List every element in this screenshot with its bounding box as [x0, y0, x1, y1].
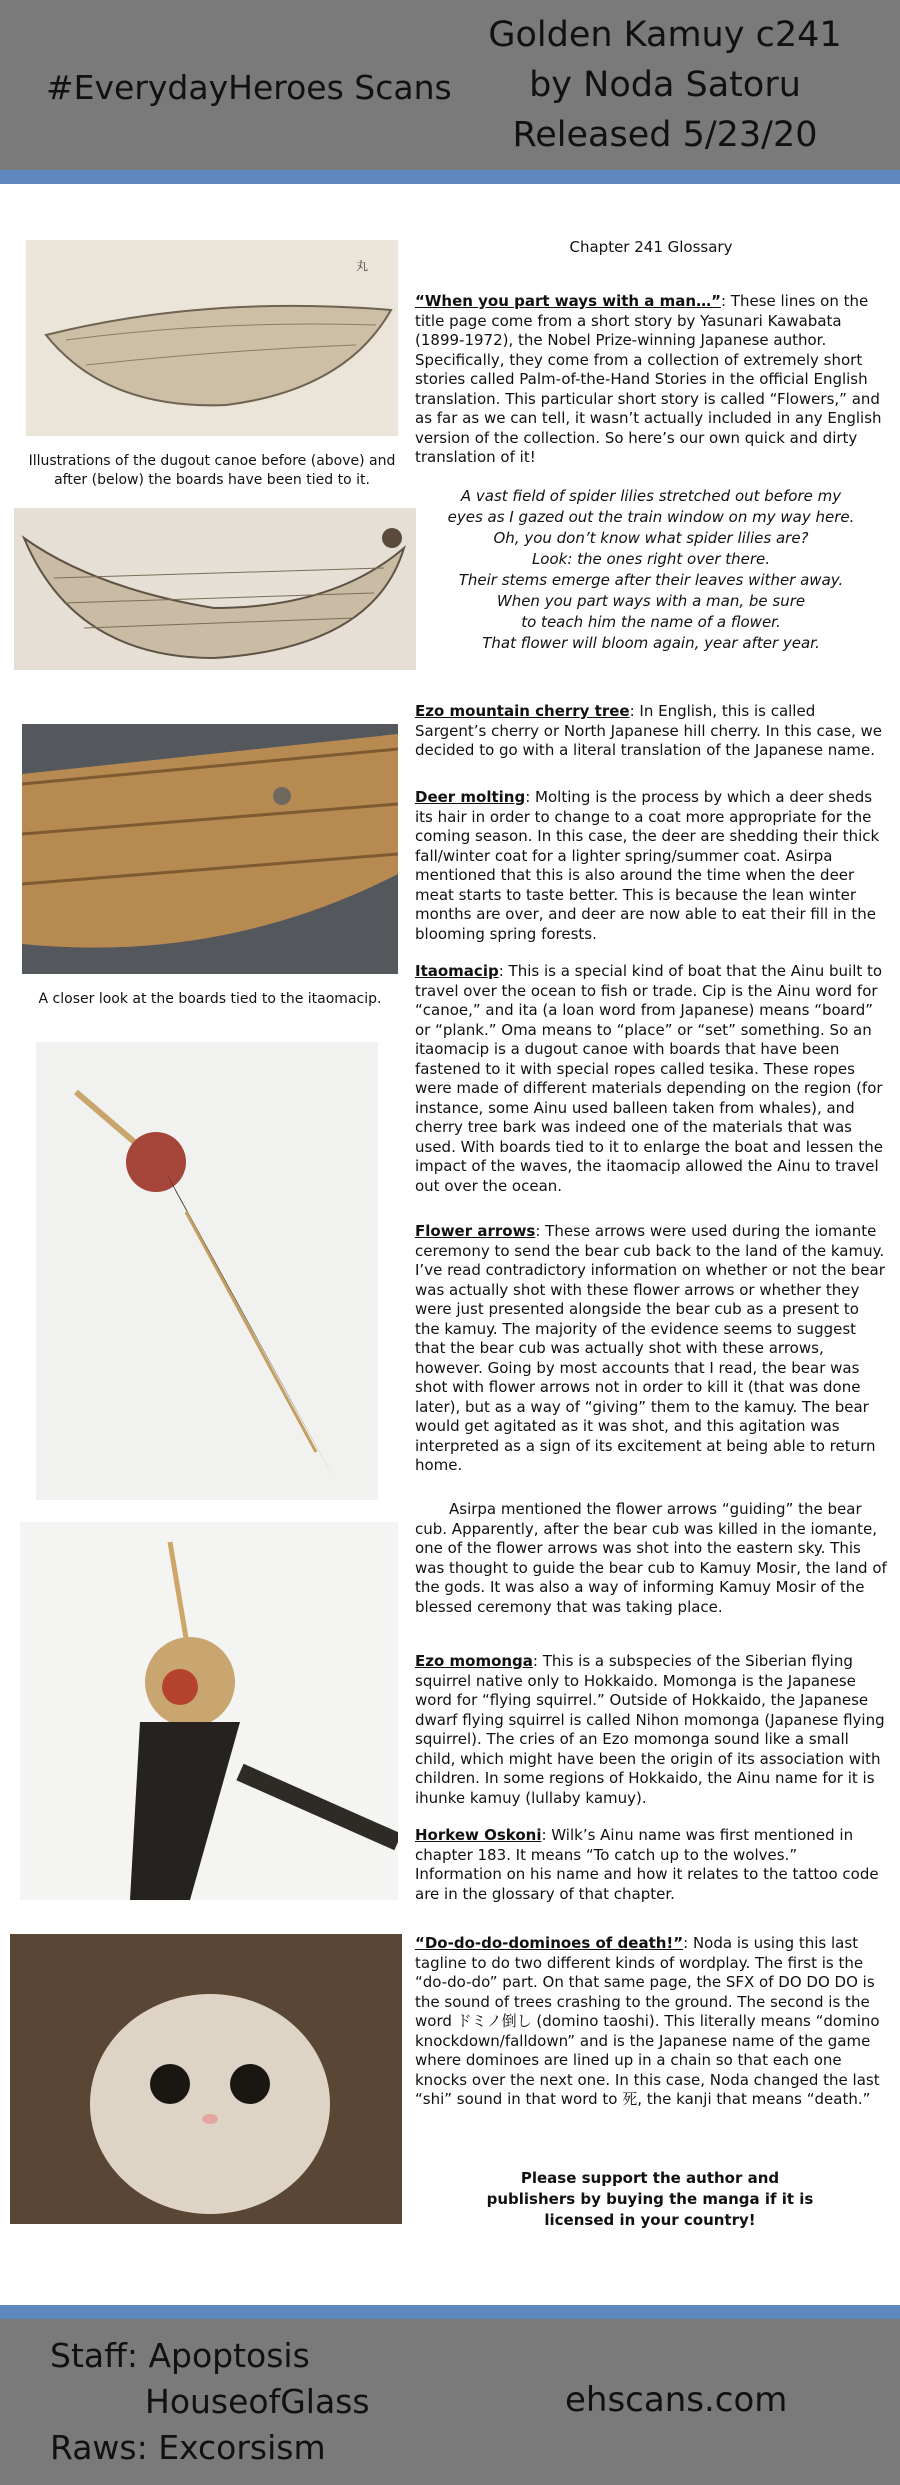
definition-dominoes: : Noda is using this last tagline to do two different kinds of wordplay. The first is the “do-do-do” part. On that same page, the SFX of DO DO DO is the sound of trees crashing to the ground. The second is the word ドミノ倒し (domino taoshi). This literally means “domino knockdown/falldown” and is the Japanese name of the game where dominoes are lined up in a chain so that each one knocks over the next one. In this case, Noda changed the last “shi” sound in that word to 死, the kanji that means “death.”	[415, 1934, 880, 2108]
header	[0, 0, 900, 170]
closer-caption-text: A closer look at the boards tied to the itaomacip.	[38, 991, 382, 1007]
poem-line: Look: the ones right over there.	[531, 550, 771, 568]
definition-part-ways: : These lines on the title page come from a short story by Yasunari Kawabata (1899-1972), the Nobel Prize-winning Japanese author. Specifically, they come from a collection of extremely short stories called Palm-of-the-Hand Stories in the official English translation. This particular short story is called “Flowers,” and as far as we can tell, it wasn’t actually included in any English version of the collection. So here’s our own quick and dirty translation of it!	[415, 292, 882, 466]
term-flower-arrows: Flower arrows	[415, 1222, 536, 1240]
poem-line: Oh, you don’t know what spider lilies are?	[493, 529, 809, 547]
term-horkew: Horkew Oskoni	[415, 1826, 542, 1844]
term-momonga: Ezo momonga	[415, 1652, 533, 1670]
support-note: Please support the author and publishers by buying the manga if it is licensed in your country!	[486, 2169, 814, 2229]
poem-line: When you part ways with a man, be sure	[496, 592, 806, 610]
entry-cherry-tree	[415, 702, 887, 761]
title-line: Golden Kamuy c241	[488, 15, 842, 55]
canoe-illustration-before	[26, 240, 398, 436]
poem-line: Their stems emerge after their leaves wither away.	[458, 571, 844, 589]
release-line: Released 5/23/20	[512, 115, 818, 155]
poem-line: A vast field of spider lilies stretched out before my	[460, 487, 842, 505]
term-itaomacip: Itaomacip	[415, 962, 499, 980]
group-name: #EverydayHeroes Scans	[46, 68, 452, 107]
definition-cherry-tree: : In English, this is called Sargent’s cherry or North Japanese hill cherry. In this case, we decided to go with a literal translation of the Japanese name.	[415, 702, 882, 759]
staff-credits	[50, 2333, 370, 2471]
glossary-heading: Chapter 241 Glossary	[569, 238, 733, 256]
definition-horkew: : Wilk’s Ainu name was first mentioned in chapter 183. It means “To catch up to the wolves.” Information on his name and how it relates to the tattoo code are in the glossary of that chapter.	[415, 1826, 879, 1903]
poem-line: eyes as I gazed out the train window on my way here.	[447, 508, 855, 526]
entry-flower-arrows	[415, 1222, 887, 1476]
author-line: by Noda Satoru	[529, 65, 801, 105]
header-accent-bar	[0, 170, 900, 184]
flower-arrow-photo	[36, 1042, 378, 1500]
poem-translation	[415, 486, 887, 654]
definition-momonga: : This is a subspecies of the Siberian flying squirrel native only to Hokkaido. Momonga is the Japanese word for “flying squirrel.” Outside of Hokkaido, the Japanese dwarf flying squirrel is called Nihon momonga (Japanese flying squirrel). The cries of an Ezo momonga sound like a small child, which might have been the origin of its association with children. In some regions of Hokkaido, the Ainu name for it is ihunke kamuy (lullaby kamuy).	[415, 1652, 885, 1807]
canoe-illustration-after	[14, 508, 416, 670]
term-cherry-tree: Ezo mountain cherry tree	[415, 702, 630, 720]
canoe-caption-text: Illustrations of the dugout canoe before (above) and after (below) the boards have been tied to it.	[28, 453, 396, 488]
poem-line: to teach him the name of a flower.	[521, 613, 781, 631]
site-url: ehscans.com	[565, 2380, 788, 2420]
poem-line: That flower will bloom again, year after year.	[482, 634, 820, 652]
definition-flower-arrows-cont: Asirpa mentioned the flower arrows “guiding” the bear cub. Apparently, after the bear cub was killed in the iomante, one of the flower arrows was shot into the eastern sky. This was thought to guide the bear cub to Kamuy Mosir, the land of the gods. It was also a way of informing Kamuy Mosir of the blessed ceremony that was taking place.	[415, 1500, 887, 1616]
flower-arrow-closeup-photo	[20, 1522, 398, 1900]
canoe-caption	[26, 452, 398, 490]
definition-itaomacip: : This is a special kind of boat that the Ainu built to travel over the ocean to fish or trade. Cip is the Ainu word for “canoe,” and ita (a loan word from Japanese) means “board” or “plank.” Oma means to “place” or “set” something. So an itaomacip is a dugout canoe with boards that have been fastened to it with special ropes called tesika. These ropes were made of different materials depending on the region (for instance, some Ainu used balleen taken from whales), and cherry tree bark was indeed one of the materials that was used. With boards tied to it to enlarge the boat and lessen the impact of the waves, the itaomacip allowed the Ainu to travel out over the ocean.	[415, 962, 883, 1195]
term-deer-molting: Deer molting	[415, 788, 526, 806]
entry-flower-arrows-cont	[415, 1500, 887, 1617]
definition-flower-arrows: : These arrows were used during the iomante ceremony to send the bear cub back to the land of the kamuy. I’ve read contradictory information on whether or not the bear was actually shot with these flower arrows or whether they were just presented alongside the bear cub as a present to the kamuy. The majority of the evidence seems to suggest that the bear cub was actually shot with these arrows, however. Going by most accounts that I read, the bear was shot with flower arrows not in order to kill it (that was done later), but as a way of “giving” them to the kamuy. The bear would get agitated as it was shot, and this agitation was interpreted as a sign of its excitement at being able to return home.	[415, 1222, 885, 1474]
release-title	[480, 10, 850, 160]
momonga-photo	[10, 1934, 402, 2224]
entry-horkew	[415, 1826, 887, 1904]
closer-caption	[22, 990, 398, 1009]
itaomacip-photo	[22, 724, 398, 974]
entry-deer-molting	[415, 788, 887, 944]
term-dominoes: “Do-do-do-dominoes of death!”	[415, 1934, 684, 1952]
svg-text:丸: 丸	[356, 259, 369, 273]
term-part-ways: “When you part ways with a man…”	[415, 292, 721, 310]
entry-momonga	[415, 1652, 887, 1808]
entry-itaomacip	[415, 962, 887, 1196]
staff-line: Staff: Apoptosis	[50, 2336, 310, 2375]
raws-line: Raws: Excorsism	[50, 2428, 326, 2467]
entry-part-ways	[415, 292, 887, 468]
definition-deer-molting: : Molting is the process by which a deer sheds its hair in order to change to a coat more appropriate for the coming season. In this case, the deer are shedding their thick fall/winter coat for a lighter spring/summer coat. Asirpa mentioned that this is also around the time when the deer meat starts to taste better. This is because the lean winter months are over, and deer are now able to eat their fill in the blooming spring forests.	[415, 788, 880, 943]
staff-second-line: HouseofGlass	[145, 2382, 370, 2421]
footer-accent-bar	[0, 2305, 900, 2319]
entry-dominoes	[415, 1934, 887, 2110]
